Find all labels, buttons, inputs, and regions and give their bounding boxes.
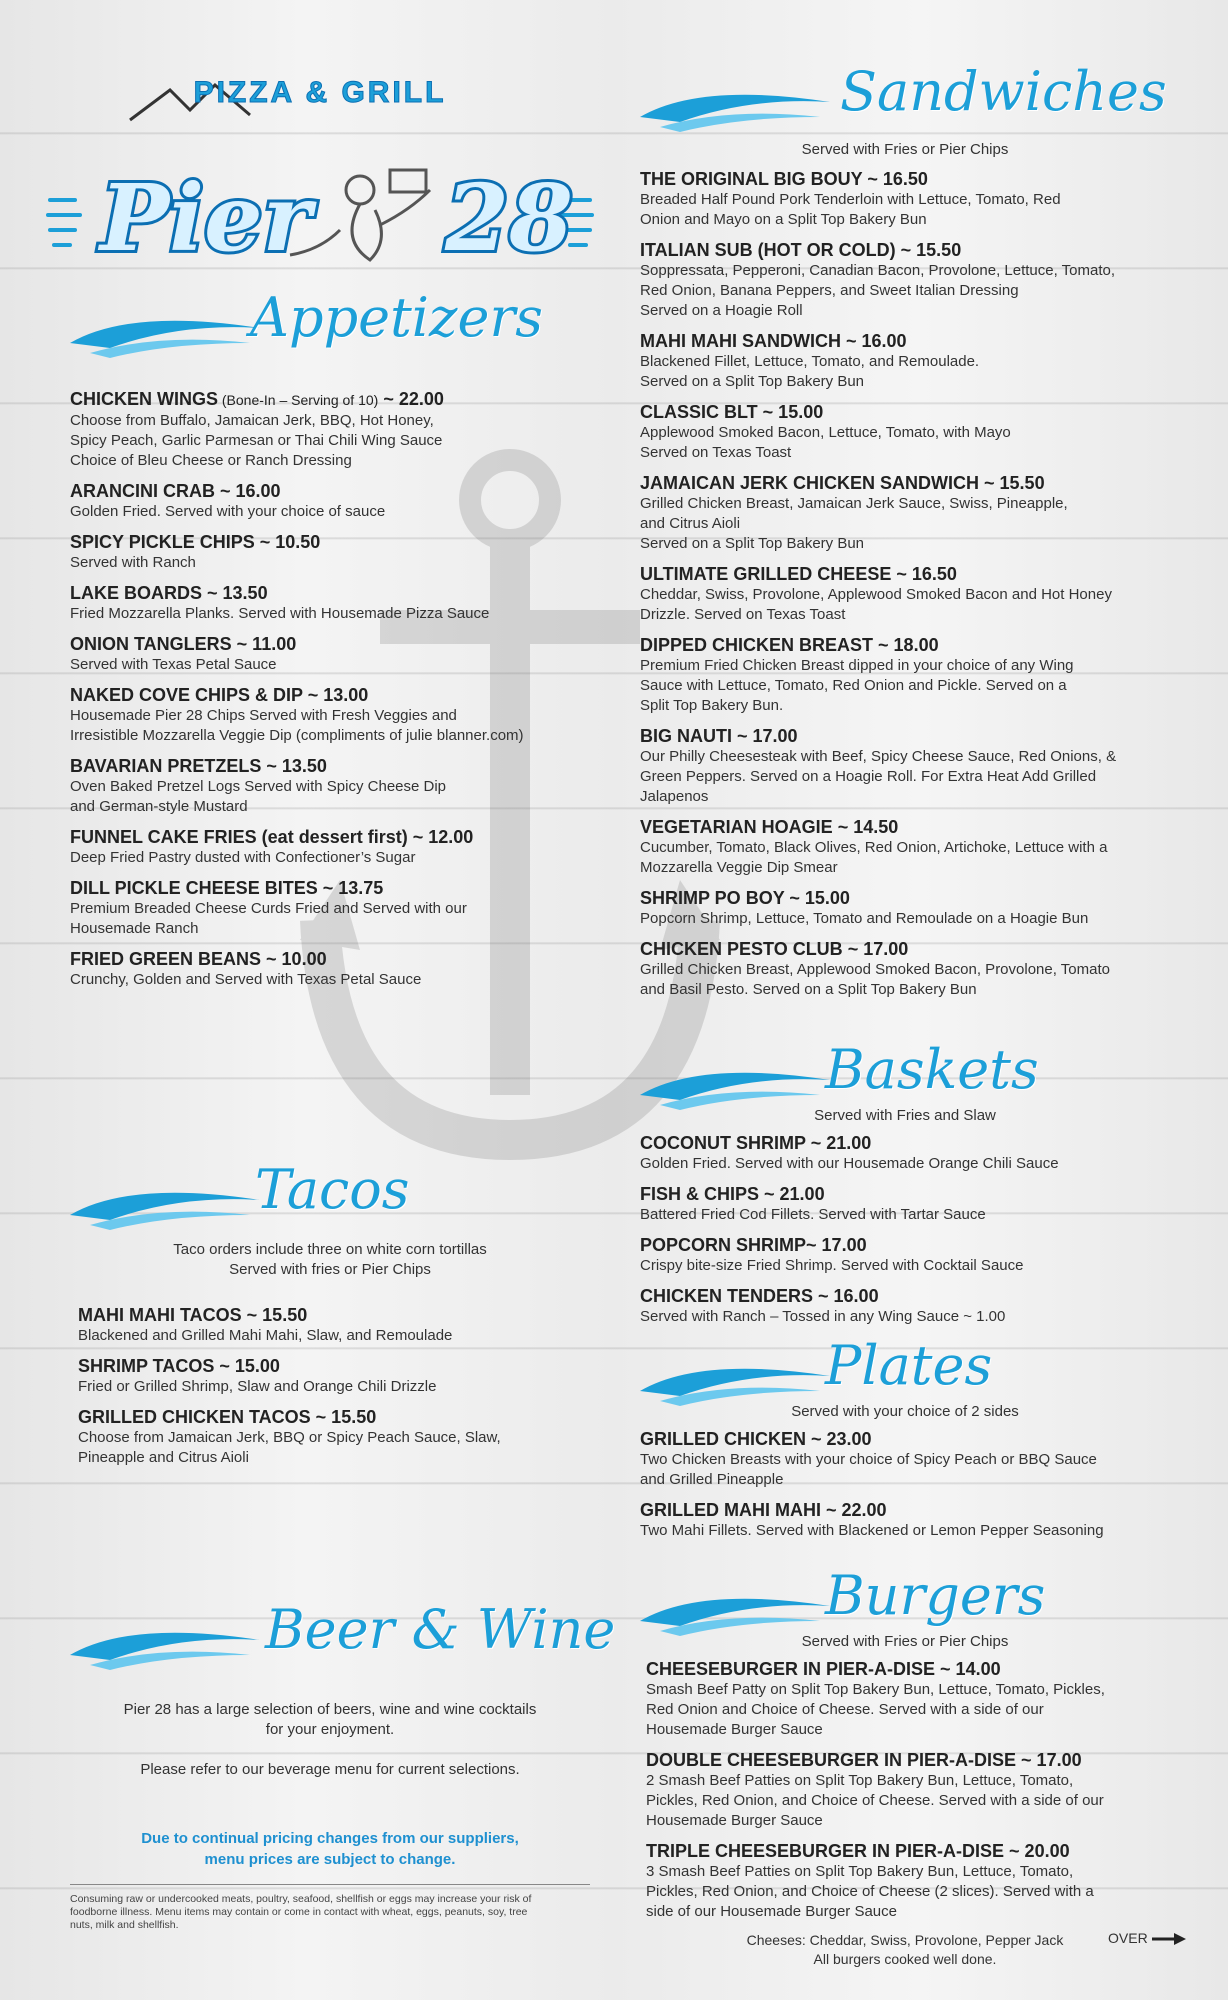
item-price: ~ 20.00 [1004,1841,1070,1861]
menu-item-name [640,472,1170,494]
item-price: ~ 13.75 [317,878,384,898]
burgers-title: Burgers [825,1564,1046,1627]
tacos-subtitle-line: Served with fries or Pier Chips [229,1261,431,1278]
item-title: POPCORN SHRIMP [640,1235,807,1255]
item-description: Red Onion, Banana Peppers, and Sweet Italian Dressing [640,282,1019,299]
burgers-footer-line: Cheeses: Cheddar, Swiss, Provolone, Pepper Jack [746,1932,1064,1948]
menu-item [646,1658,1170,1740]
item-description: Grilled Chicken Breast, Applewood Smoked Bacon, Provolone, Tomato [640,961,1110,978]
item-price: ~ 15.50 [310,1407,377,1427]
item-description: Crispy bite-size Fried Shrimp. Served with Cocktail Sauce [640,1257,1024,1274]
menu-item [640,1183,1170,1225]
item-title: ARANCINI CRAB [70,481,215,501]
item-note: (Bone-In – Serving of 10) [218,392,379,408]
menu-item [70,388,590,471]
tacos-section [70,1160,590,1490]
appetizers-title: Appetizers [250,286,543,349]
menu-item-name [640,725,1170,747]
item-title: NAKED COVE CHIPS & DIP [70,685,303,705]
menu-item [640,472,1170,554]
item-description: Fried Mozzarella Planks. Served with Housemade Pizza Sauce [70,605,490,622]
beer-wine-title: Beer & Wine [265,1598,616,1661]
item-title: CHICKEN PESTO CLUB [640,939,843,959]
item-description: and Basil Pesto. Served on a Split Top Bakery Bun [640,981,977,998]
menu-item-name [70,755,590,777]
menu-item [640,1234,1170,1276]
item-description: Spicy Peach, Garlic Parmesan or Thai Chili Wing Sauce [70,432,443,449]
item-description: Oven Baked Pretzel Logs Served with Spicy Cheese Dip [70,778,447,795]
item-description: Served on a Split Top Bakery Bun [640,373,865,390]
item-title: DOUBLE CHEESEBURGER IN PIER-A-DISE [646,1750,1017,1770]
menu-item-name [70,877,590,899]
baskets-subtitle: Served with Fries and Slaw [814,1107,996,1124]
baskets-header [640,1040,1170,1106]
menu-item [70,531,590,573]
item-price: ~ 23.00 [806,1429,872,1449]
tacos-list [78,1304,590,1468]
wave-swoosh-icon [640,1346,840,1406]
burgers-footer-line: All burgers cooked well done. [813,1951,997,1967]
menu-item [640,725,1170,807]
plates-subtitle: Served with your choice of 2 sides [791,1403,1019,1420]
item-title: THE ORIGINAL BIG BOUY [640,169,863,189]
item-description: Golden Fried. Served with our Housemade Orange Chili Sauce [640,1155,1059,1172]
menu-item [70,877,590,939]
item-description: Soppressata, Pepperoni, Canadian Bacon, Provolone, Lettuce, Tomato, [640,262,1116,279]
menu-item [70,582,590,624]
item-description: Applewood Smoked Bacon, Lettuce, Tomato, with Mayo [640,424,1011,441]
baskets-section [640,1040,1170,1330]
item-description: Deep Fried Pastry dusted with Confectioner’s Sugar [70,849,416,866]
beer-wine-header [70,1598,616,1680]
menu-item [640,938,1170,1000]
item-price: ~ 17.00 [806,1235,867,1255]
menu-item-name [640,1428,1170,1450]
item-description: Irresistible Mozzarella Veggie Dip (compliments of julie blanner.com) [70,727,524,744]
item-description: Mozzarella Veggie Dip Smear [640,859,838,876]
pricing-notice-line: menu prices are subject to change. [204,1851,456,1868]
item-price: ~ 17.00 [1016,1750,1082,1770]
item-price: ~ 17.00 [732,726,798,746]
item-description: Popcorn Shrimp, Lettuce, Tomato and Remoulade on a Hoagie Bun [640,910,1089,927]
menu-item [70,826,590,868]
menu-item [646,1749,1170,1831]
menu-item-name [640,239,1170,261]
item-price: ~ 15.50 [241,1305,308,1325]
beer-wine-section [70,1598,616,1940]
restaurant-logo [40,50,600,300]
menu-item-name [70,531,590,553]
item-title: ITALIAN SUB (HOT OR COLD) [640,240,896,260]
item-description: Smash Beef Patty on Split Top Bakery Bun, Lettuce, Tomato, Pickles, [646,1681,1105,1698]
item-description: Served on a Hoagie Roll [640,302,803,319]
burgers-section [640,1566,1170,1986]
item-price: ~ 16.00 [215,481,281,501]
item-price: ~ 13.50 [261,756,327,776]
over-label: OVER [1108,1930,1148,1946]
menu-item [640,239,1170,321]
item-price: ~ 10.50 [254,532,321,552]
item-title: CHICKEN TENDERS [640,1286,814,1306]
item-description: Served with Ranch [70,554,196,571]
menu-item-name [70,826,590,848]
menu-item [70,755,590,817]
menu-item-name [70,633,590,655]
item-price: ~ 15.00 [214,1356,280,1376]
item-description: Premium Fried Chicken Breast dipped in your choice of any Wing [640,657,1074,674]
item-description: Housemade Ranch [70,920,199,937]
item-description: Two Mahi Fillets. Served with Blackened or Lemon Pepper Seasoning [640,1522,1104,1539]
item-title: VEGETARIAN HOAGIE [640,817,833,837]
menu-item [640,1499,1170,1541]
menu-item [78,1355,590,1397]
item-description: Red Onion and Choice of Cheese. Served with a side of our [646,1701,1044,1718]
wave-swoosh-icon [640,72,840,132]
tacos-subtitle-line: Taco orders include three on white corn tortillas [173,1241,487,1258]
item-price: ~ 16.00 [813,1286,879,1306]
over-indicator [1108,1930,1186,1946]
item-description: Sauce with Lettuce, Tomato, Red Onion and Pickle. Served on a [640,677,1067,694]
item-title: FISH & CHIPS [640,1184,760,1204]
item-price: ~ 13.00 [302,685,369,705]
menu-item-name [640,168,1170,190]
item-description: Fried or Grilled Shrimp, Slaw and Orange Chili Drizzle [78,1378,437,1395]
appetizers-header [70,288,590,368]
burgers-footer [640,1931,1170,1969]
menu-item-name [70,480,590,502]
burgers-subtitle: Served with Fries or Pier Chips [801,1633,1009,1650]
item-description: Served with Texas Petal Sauce [70,656,277,673]
wave-swoosh-icon [70,1170,270,1230]
item-description: and Grilled Pineapple [640,1471,784,1488]
menu-item [640,816,1170,878]
item-description: Battered Fried Cod Fillets. Served with Tartar Sauce [640,1206,986,1223]
pricing-notice-line: Due to continual pricing changes from our suppliers, [141,1830,519,1847]
item-description: Two Chicken Breasts with your choice of Spicy Peach or BBQ Sauce [640,1451,1097,1468]
menu-item-name [640,330,1170,352]
item-title: JAMAICAN JERK CHICKEN SANDWICH [640,473,980,493]
item-description: Served on a Split Top Bakery Bun [640,535,865,552]
baskets-list [640,1132,1170,1327]
menu-item-name [70,388,590,411]
item-price: ~ 18.00 [873,635,939,655]
item-price: ~ 22.00 [820,1500,887,1520]
wave-swoosh-icon [70,298,270,358]
logo-name-pier: Pier [100,164,312,272]
item-title: SHRIMP PO BOY [640,888,785,908]
item-title: GRILLED MAHI MAHI [640,1500,821,1520]
pricing-notice [70,1828,590,1870]
item-description: Served on Texas Toast [640,444,792,461]
menu-item-name [640,563,1170,585]
menu-item [70,948,590,990]
item-description: Blackened Fillet, Lettuce, Tomato, and Remoulade. [640,353,980,370]
item-description: Our Philly Cheesesteak with Beef, Spicy Cheese Sauce, Red Onions, & [640,748,1117,765]
menu-item [640,401,1170,463]
tacos-header [70,1160,590,1240]
item-price: ~ 13.50 [202,583,268,603]
logo-name-28: 28 [445,164,574,272]
item-title: CHEESEBURGER IN PIER-A-DISE [646,1659,936,1679]
menu-item-name [640,1183,1170,1205]
menu-item [640,563,1170,625]
item-price: ~ 21.00 [759,1184,825,1204]
menu-item-name [78,1406,590,1428]
item-title: DILL PICKLE CHEESE BITES [70,878,318,898]
menu-item [78,1406,590,1468]
tacos-subtitle [70,1240,590,1280]
item-title: LAKE BOARDS [70,583,203,603]
item-title: MAHI MAHI SANDWICH [640,331,841,351]
item-description: Choice of Bleu Cheese or Ranch Dressing [70,452,352,469]
beer-wine-intro-line: Pier 28 has a large selection of beers, wine and wine cocktails [123,1701,537,1718]
menu-item-name [640,1234,1170,1256]
item-description: Cucumber, Tomato, Black Olives, Red Onion, Artichoke, Lettuce with a [640,839,1108,856]
item-description: Crunchy, Golden and Served with Texas Petal Sauce [70,971,422,988]
menu-item [640,634,1170,716]
sandwiches-title: Sandwiches [840,60,1167,123]
logo-art [40,50,600,300]
item-title: CLASSIC BLT [640,402,758,422]
menu-item-name [70,948,590,970]
item-title: ONION TANGLERS [70,634,232,654]
item-price: ~ 15.00 [784,888,850,908]
burgers-header [640,1566,1170,1632]
item-price: ~ 14.50 [832,817,899,837]
menu-item-name [70,684,590,706]
item-description: Premium Breaded Cheese Curds Fried and Served with our [70,900,467,917]
item-title: DIPPED CHICKEN BREAST [640,635,874,655]
item-price: ~ 16.50 [862,169,928,189]
item-description: Housemade Pier 28 Chips Served with Fresh Veggies and [70,707,457,724]
item-price: ~ 16.50 [891,564,957,584]
menu-item [70,480,590,522]
menu-item-name [78,1355,590,1377]
sandwiches-subtitle: Served with Fries or Pier Chips [801,141,1009,158]
item-description: Jalapenos [640,788,709,805]
appetizers-section [70,288,590,1048]
item-title: COCONUT SHRIMP [640,1133,806,1153]
item-price: ~ 10.00 [261,949,327,969]
item-price: ~ 14.00 [935,1659,1001,1679]
item-description: side of our Housemade Burger Sauce [646,1903,897,1920]
item-description: Pickles, Red Onion, and Choice of Cheese (2 slices). Served with a [646,1883,1094,1900]
plates-section [640,1336,1170,1556]
menu-item-name [70,582,590,604]
food-safety-disclaimer [70,1893,590,1932]
item-description: Golden Fried. Served with your choice of sauce [70,503,386,520]
item-description: Choose from Jamaican Jerk, BBQ or Spicy Peach Sauce, Slaw, [78,1429,501,1446]
disclaimer-line: nuts, milk and shellfish. [70,1919,179,1931]
item-description: Cheddar, Swiss, Provolone, Applewood Smoked Bacon and Hot Honey [640,586,1112,603]
item-description: Housemade Burger Sauce [646,1721,823,1738]
item-title: TRIPLE CHEESEBURGER IN PIER-A-DISE [646,1841,1005,1861]
beer-wine-intro-line: for your enjoyment. [265,1721,395,1738]
menu-item [70,684,590,746]
item-price: ~ 11.00 [231,634,297,654]
burgers-list [646,1658,1170,1922]
menu-item-name [640,1285,1170,1307]
item-description: Grilled Chicken Breast, Jamaican Jerk Sauce, Swiss, Pineapple, [640,495,1068,512]
item-description: Pickles, Red Onion, and Choice of Cheese. Served with a side of our [646,1792,1104,1809]
item-price: ~ 16.00 [840,331,907,351]
item-description: Choose from Buffalo, Jamaican Jerk, BBQ, Hot Honey, [70,412,434,429]
menu-item-name [640,1132,1170,1154]
arrow-right-icon [1152,1933,1186,1945]
item-price: ~ 22.00 [378,389,444,409]
disclaimer-line: foodborne illness. Menu items may contain or come in contact with wheat, eggs, peanuts, soy, tree [70,1906,528,1918]
menu-item-name [646,1749,1170,1771]
item-description: Served with Ranch – Tossed in any Wing Sauce ~ 1.00 [640,1308,1006,1325]
item-title: FUNNEL CAKE FRIES (eat dessert first) [70,827,408,847]
menu-item-name [640,401,1170,423]
plates-title: Plates [825,1334,993,1397]
item-description: 2 Smash Beef Patties on Split Top Bakery Bun, Lettuce, Tomato, [646,1772,1074,1789]
sandwiches-header [640,62,1170,140]
sandwiches-section [640,62,1170,1042]
menu-item [646,1840,1170,1922]
menu-item [78,1304,590,1346]
menu-item [640,168,1170,230]
item-price: ~ 12.00 [407,827,474,847]
item-title: CHICKEN WINGS [70,389,218,409]
item-price: ~ 15.00 [757,402,824,422]
menu-item-name [640,1499,1170,1521]
item-title: ULTIMATE GRILLED CHEESE [640,564,892,584]
plates-header [640,1336,1170,1402]
menu-item [70,633,590,675]
logo-pizza-grill: PIZZA & GRILL [193,76,447,109]
plates-list [640,1428,1170,1541]
item-title: GRILLED CHICKEN [640,1429,806,1449]
wave-swoosh-icon [70,1610,270,1670]
item-title: BIG NAUTI [640,726,732,746]
item-price: ~ 15.50 [979,473,1045,493]
menu-item [640,887,1170,929]
item-description: Split Top Bakery Bun. [640,697,784,714]
menu-item [640,1285,1170,1327]
wave-swoosh-icon [640,1050,840,1110]
item-description: Onion and Mayo on a Split Top Bakery Bun [640,211,927,228]
item-description: Housemade Burger Sauce [646,1812,823,1829]
tacos-title: Tacos [255,1158,410,1221]
item-description: Pineapple and Citrus Aioli [78,1449,249,1466]
item-price: ~ 15.50 [895,240,962,260]
beer-wine-refer: Please refer to our beverage menu for current selections. [140,1761,520,1778]
menu-item-name [640,887,1170,909]
wave-swoosh-icon [640,1576,840,1636]
item-description: and German-style Mustard [70,798,248,815]
item-title: MAHI MAHI TACOS [78,1305,242,1325]
item-description: Drizzle. Served on Texas Toast [640,606,846,623]
baskets-title: Baskets [825,1038,1039,1101]
menu-item [640,330,1170,392]
item-title: FRIED GREEN BEANS [70,949,262,969]
beer-wine-intro [70,1700,590,1740]
item-description: Green Peppers. Served on a Hoagie Roll. For Extra Heat Add Grilled [640,768,1097,785]
item-description: Blackened and Grilled Mahi Mahi, Slaw, and Remoulade [78,1327,453,1344]
sandwiches-list [640,168,1170,1000]
item-price: ~ 21.00 [805,1133,872,1153]
disclaimer-line: Consuming raw or undercooked meats, poultry, seafood, shellfish or eggs may increase your risk of [70,1893,532,1905]
menu-item-name [640,634,1170,656]
item-price: ~ 17.00 [842,939,909,959]
appetizers-list [70,388,590,990]
menu-item [640,1428,1170,1490]
menu-item [640,1132,1170,1174]
divider [70,1884,590,1885]
menu-item-name [640,816,1170,838]
menu-item-name [646,1840,1170,1862]
item-description: and Citrus Aioli [640,515,741,532]
item-description: Breaded Half Pound Pork Tenderloin with Lettuce, Tomato, Red [640,191,1061,208]
item-title: GRILLED CHICKEN TACOS [78,1407,311,1427]
menu-item-name [646,1658,1170,1680]
menu-item-name [640,938,1170,960]
item-title: SHRIMP TACOS [78,1356,215,1376]
item-title: BAVARIAN PRETZELS [70,756,262,776]
menu-item-name [78,1304,590,1326]
item-title: SPICY PICKLE CHIPS [70,532,255,552]
item-description: 3 Smash Beef Patties on Split Top Bakery Bun, Lettuce, Tomato, [646,1863,1074,1880]
